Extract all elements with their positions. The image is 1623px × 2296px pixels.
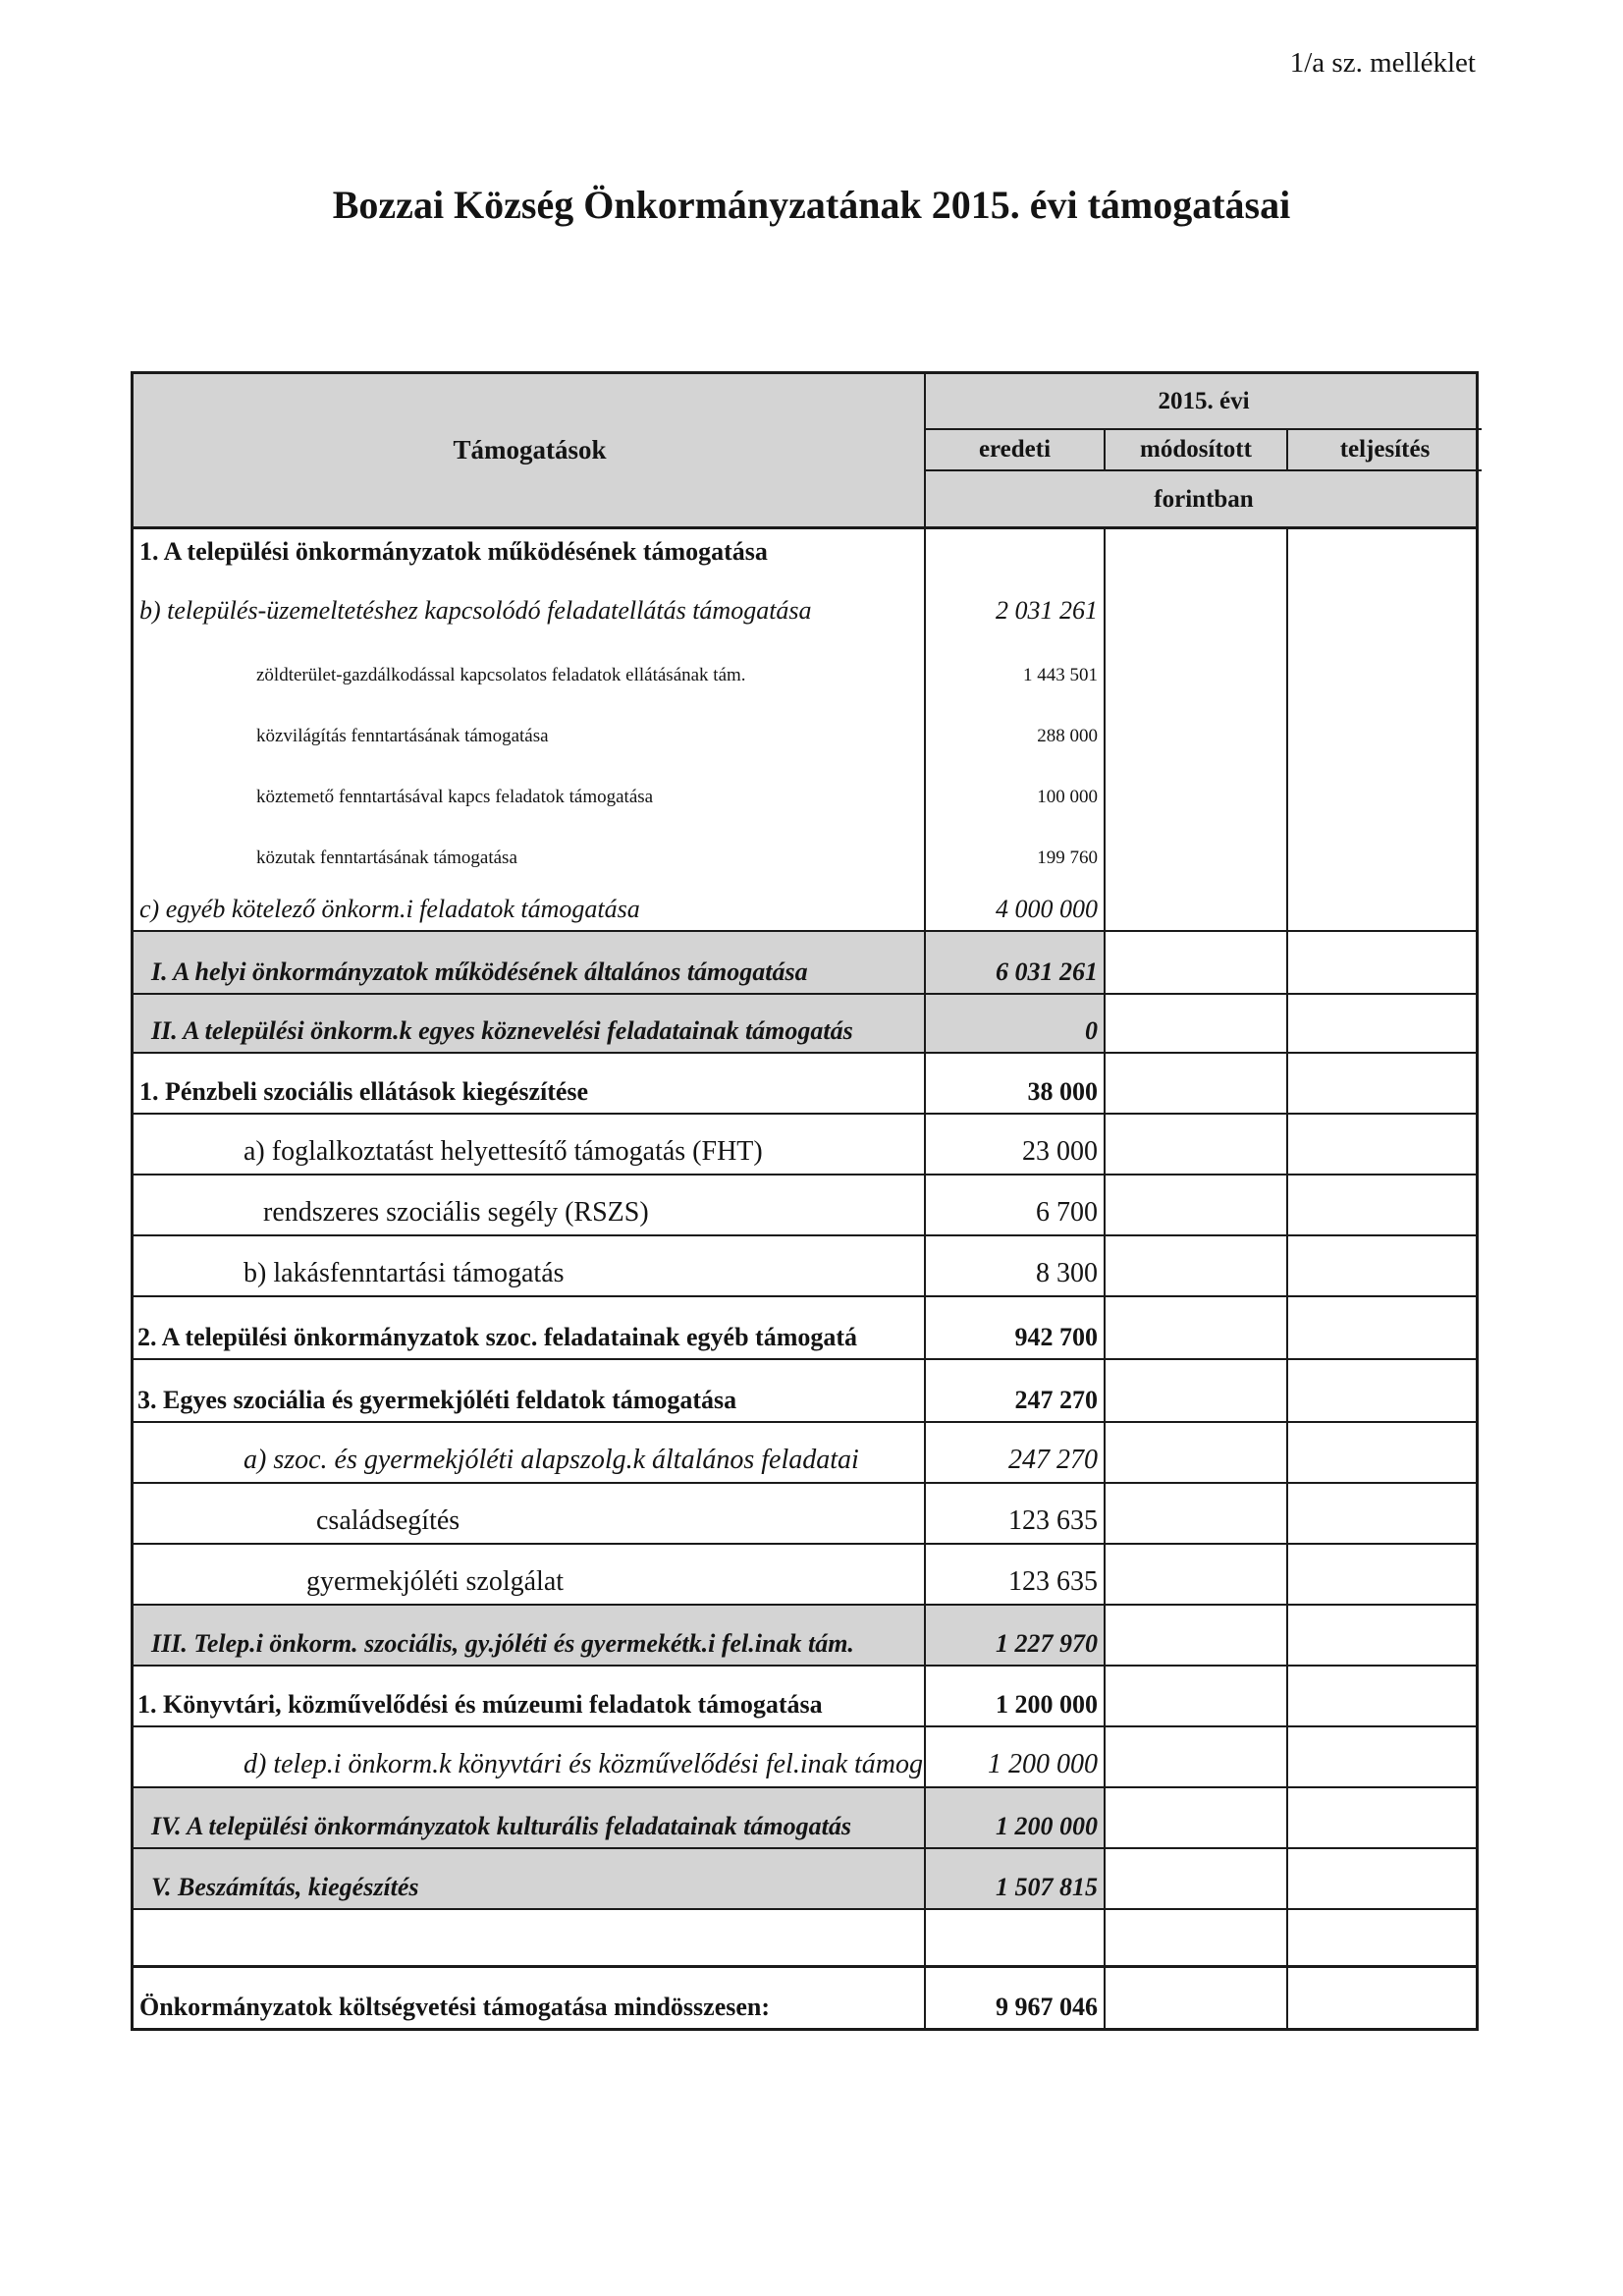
row-eredeti: 6 700	[926, 1175, 1106, 1234]
table-row	[134, 1606, 1476, 1667]
table-row	[134, 1849, 1476, 1910]
table-row	[134, 932, 1476, 995]
row-eredeti: 8 300	[926, 1236, 1106, 1295]
row-eredeti: 2 031 261	[926, 573, 1106, 631]
row-label: 1. A települési önkormányzatok működésének támogatása	[134, 529, 926, 573]
table-row	[134, 814, 1476, 875]
row-label: b) lakásfenntartási támogatás	[134, 1236, 926, 1295]
table-row	[134, 1297, 1476, 1360]
table-row	[134, 753, 1476, 814]
table-row	[134, 1054, 1476, 1115]
row-label: 2. A települési önkormányzatok szoc. feladatainak egyéb támogatá	[134, 1297, 926, 1358]
table-row	[134, 529, 1476, 573]
total-row	[134, 1965, 1476, 2028]
row-eredeti: 1 200 000	[926, 1667, 1106, 1725]
table-row	[134, 1727, 1476, 1788]
row-label: 3. Egyes szociália és gyermekjóléti feldatok támogatása	[134, 1360, 926, 1421]
row-eredeti	[926, 529, 1106, 573]
row-eredeti: 1 200 000	[926, 1727, 1106, 1786]
table-row	[134, 1236, 1476, 1297]
table-row	[134, 1360, 1476, 1423]
row-eredeti: 38 000	[926, 1054, 1106, 1113]
row-label	[134, 1910, 926, 1965]
row-label: II. A települési önkorm.k egyes köznevelési feladatainak támogatás	[134, 995, 926, 1052]
table-row	[134, 1788, 1476, 1849]
row-label: családsegítés	[134, 1484, 926, 1543]
page-title: Bozzai Község Önkormányzatának 2015. évi támogatásai	[332, 183, 1291, 227]
row-label: III. Telep.i önkorm. szociális, gy.jóléti és gyermekétk.i fel.inak tám.	[134, 1606, 926, 1665]
col-modositott: módosított	[1106, 430, 1288, 469]
row-label: gyermekjóléti szolgálat	[134, 1545, 926, 1604]
row-eredeti: 6 031 261	[926, 932, 1106, 993]
table-row	[134, 1175, 1476, 1236]
row-label: a) szoc. és gyermekjóléti alapszolg.k általános feladatai	[134, 1423, 926, 1482]
row-eredeti: 199 760	[926, 814, 1106, 875]
subsidies-table	[131, 371, 1479, 2031]
row-label: d) telep.i önkorm.k könyvtári és közművelődési fel.inak támog	[134, 1727, 926, 1786]
table-header	[134, 374, 1476, 529]
row-eredeti: 1 507 815	[926, 1849, 1106, 1908]
table-row	[134, 1667, 1476, 1727]
table-row	[134, 1910, 1476, 1965]
row-label: V. Beszámítás, kiegészítés	[134, 1849, 926, 1908]
row-eredeti: 1 227 970	[926, 1606, 1106, 1665]
table-row	[134, 631, 1476, 692]
table-row	[134, 995, 1476, 1054]
row-label: a) foglalkoztatást helyettesítő támogatás (FHT)	[134, 1115, 926, 1174]
row-eredeti: 23 000	[926, 1115, 1106, 1174]
col-eredeti: eredeti	[926, 430, 1106, 469]
row-eredeti: 288 000	[926, 692, 1106, 753]
row-eredeti: 0	[926, 995, 1106, 1052]
row-label: 1. Pénzbeli szociális ellátások kiegészítése	[134, 1054, 926, 1113]
row-label: IV. A települési önkormányzatok kulturális feladatainak támogatás	[134, 1788, 926, 1847]
table-row	[134, 1545, 1476, 1606]
header-columns	[926, 428, 1482, 471]
row-label: I. A helyi önkormányzatok működésének általános támogatása	[134, 932, 926, 993]
row-eredeti	[926, 1910, 1106, 1965]
row-eredeti: 4 000 000	[926, 875, 1106, 930]
row-eredeti: 123 635	[926, 1545, 1106, 1604]
table-row	[134, 1423, 1476, 1484]
row-eredeti: 247 270	[926, 1360, 1106, 1421]
table-row	[134, 875, 1476, 932]
row-label: közvilágítás fenntartásának támogatása	[134, 692, 926, 753]
row-label: zöldterület-gazdálkodással kapcsolatos feladatok ellátásának tám.	[134, 631, 926, 692]
row-label: b) település-üzemeltetéshez kapcsolódó feladatellátás támogatása	[134, 573, 926, 631]
row-eredeti: 942 700	[926, 1297, 1106, 1358]
header-label: Támogatások	[453, 435, 607, 465]
row-label: c) egyéb kötelező önkorm.i feladatok támogatása	[134, 875, 926, 930]
row-eredeti: 123 635	[926, 1484, 1106, 1543]
row-eredeti: 1 200 000	[926, 1788, 1106, 1847]
row-eredeti: 247 270	[926, 1423, 1106, 1482]
row-label: 1. Könyvtári, közművelődési és múzeumi feladatok támogatása	[134, 1667, 926, 1725]
row-label: rendszeres szociális segély (RSZS)	[134, 1175, 926, 1234]
table-row	[134, 1115, 1476, 1175]
header-unit: forintban	[1154, 486, 1254, 513]
table-row	[134, 1484, 1476, 1545]
row-eredeti: 100 000	[926, 753, 1106, 814]
col-teljesites: teljesítés	[1339, 436, 1431, 463]
row-label: köztemető fenntartásával kapcs feladatok támogatása	[134, 753, 926, 814]
row-label: közutak fenntartásának támogatása	[134, 814, 926, 875]
total-eredeti: 9 967 046	[926, 1968, 1106, 2028]
annex-label: 1/a sz. melléklet	[1289, 47, 1476, 79]
table-row	[134, 573, 1476, 631]
total-label: Önkormányzatok költségvetési támogatása mindösszesen:	[134, 1968, 926, 2028]
row-eredeti: 1 443 501	[926, 631, 1106, 692]
table-row	[134, 692, 1476, 753]
header-year: 2015. évi	[1158, 388, 1250, 414]
